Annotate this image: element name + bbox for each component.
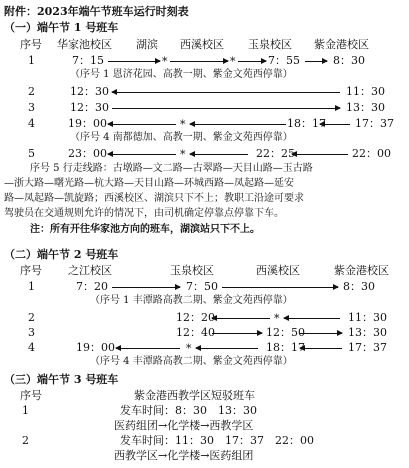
arrow-left <box>320 124 350 125</box>
stop-star: * <box>180 118 186 131</box>
route: 医药组团→化学楼→西教学区 <box>114 419 254 432</box>
arrow-right <box>300 333 342 334</box>
time-yuquan: 7：55 <box>268 54 300 67</box>
arrow-right <box>112 287 180 288</box>
arrow-left <box>284 318 340 319</box>
route-line: 驾驶员在交通规则允许的情况下，由司机确定停靠点停靠下车。 <box>4 208 284 219</box>
s2-header-zhijiang: 之江校区 <box>68 264 112 277</box>
route-line: 序号 5 行走线路：古墩路—文二路—古翠路—天目山路—玉古路 <box>30 163 313 174</box>
arrow-right <box>170 61 228 62</box>
time-yuquan: 22：25 <box>256 147 295 160</box>
arrow-left <box>112 92 340 93</box>
row-number: 1 <box>28 280 35 293</box>
s1-header-no: 序号 <box>20 38 42 51</box>
s2-row-1-note: （序号 1 丰潭路高教二期、紫金文苑西停靠） <box>90 295 293 306</box>
section-1-heading: （一）端午节 1 号班车 <box>4 21 119 34</box>
row-number: 5 <box>28 147 35 160</box>
time-zijingang: 13：30 <box>348 326 387 339</box>
time-yuquan: 12：40 <box>176 326 215 339</box>
time-huajiachi: 19：00 <box>68 117 107 130</box>
arrow-left <box>300 348 342 349</box>
arrow-left <box>116 348 180 349</box>
arrow-left <box>190 124 286 125</box>
row-number: 1 <box>22 404 29 417</box>
time-yuquan: 12：20 <box>176 311 215 324</box>
route-line: 路—凤起路—凯旋路；西溪校区、湖滨只下不上；教职工沿途可要求 <box>4 193 304 204</box>
arrow-left <box>108 154 176 155</box>
stop-star: * <box>186 342 192 355</box>
time-zijingang: 11：30 <box>348 311 387 324</box>
s1-header-huajiachi: 华家池校区 <box>57 38 112 51</box>
page-title: 附件：2023年端午节班车运行时刻表 <box>4 5 189 18</box>
arrow-right <box>238 61 266 62</box>
departure-times: 发车时间：8：30 13：30 <box>120 404 257 417</box>
s3-header-no: 序号 <box>20 389 42 402</box>
time-zijingang: 13：30 <box>346 101 385 114</box>
s2-header-zijingang: 紫金港校区 <box>334 264 389 277</box>
row-number: 2 <box>22 434 29 447</box>
s1-row-4-note: （序号 4 南都德加、高教一期、紫金文苑西停靠） <box>70 132 293 143</box>
time-xixi: 18：17 <box>266 341 305 354</box>
time-huajiachi: 7：15 <box>72 54 104 67</box>
time-zijingang: 8：30 <box>343 280 375 293</box>
row-number: 4 <box>28 117 35 130</box>
arrow-left <box>108 124 176 125</box>
s1-header-yuquan: 玉泉校区 <box>248 38 292 51</box>
section-2-heading: （二）端午节 2 号班车 <box>4 248 119 261</box>
s2-header-xixi: 西溪校区 <box>256 264 300 277</box>
stop-star: * <box>180 148 186 161</box>
row-number: 4 <box>28 341 35 354</box>
row-number: 2 <box>28 85 35 98</box>
s3-header-name: 紫金港西教学区短驳班车 <box>134 389 255 402</box>
arrow-right <box>222 287 338 288</box>
stop-star: * <box>162 55 168 68</box>
stop-star: * <box>230 55 236 68</box>
time-huajiachi: 12：30 <box>70 85 109 98</box>
s2-header-yuquan: 玉泉校区 <box>170 264 214 277</box>
arrow-left <box>190 154 248 155</box>
section-3-heading: （三）端午节 3 号班车 <box>4 373 119 386</box>
stop-star: * <box>274 312 280 325</box>
time-huajiachi: 23：00 <box>68 147 107 160</box>
time-yuquan: 7：50 <box>186 280 218 293</box>
time-zijingang: 11：30 <box>346 85 385 98</box>
s1-row-1-note: （序号 1 恩济花园、高教一期、紫金文苑西停靠） <box>70 69 293 80</box>
time-xixi: 12：50 <box>266 326 305 339</box>
arrow-left <box>292 154 348 155</box>
arrow-right <box>305 61 327 62</box>
route-line: —浙大路—曙光路—杭大路—天目山路—环城西路—凤起路—延安 <box>4 178 294 189</box>
arrow-left <box>212 318 270 319</box>
time-zijingang: 22：00 <box>352 147 391 160</box>
s1-note: 注：所有开往华家池方向的班车，湖滨站只下不上。 <box>30 224 260 235</box>
s2-row-4-note: （序号 4 丰潭路高教二期、紫金文苑西停靠） <box>90 356 293 367</box>
arrow-right <box>108 61 160 62</box>
time-zijingang: 8：30 <box>333 54 365 67</box>
arrow-right <box>212 333 262 334</box>
s2-header-no: 序号 <box>20 264 42 277</box>
time-zijingang: 17：37 <box>355 117 394 130</box>
row-number: 2 <box>28 311 35 324</box>
departure-times: 发车时间：11：30 17：37 22：00 <box>120 434 314 447</box>
s1-header-hubin: 湖滨 <box>136 38 158 51</box>
row-number: 1 <box>28 54 35 67</box>
time-yuquan: 18：17 <box>287 117 326 130</box>
time-zijingang: 17：37 <box>348 341 387 354</box>
route: 西教学区→化学楼→医药组团 <box>114 449 254 462</box>
s1-header-xixi: 西溪校区 <box>180 38 224 51</box>
s1-header-zijingang: 紫金港校区 <box>314 38 369 51</box>
time-zhijiang: 19：00 <box>76 341 115 354</box>
arrow-right <box>112 108 340 109</box>
time-zhijiang: 7：20 <box>76 280 108 293</box>
arrow-left <box>196 348 258 349</box>
row-number: 3 <box>28 326 35 339</box>
time-huajiachi: 12：30 <box>70 101 109 114</box>
row-number: 3 <box>28 101 35 114</box>
